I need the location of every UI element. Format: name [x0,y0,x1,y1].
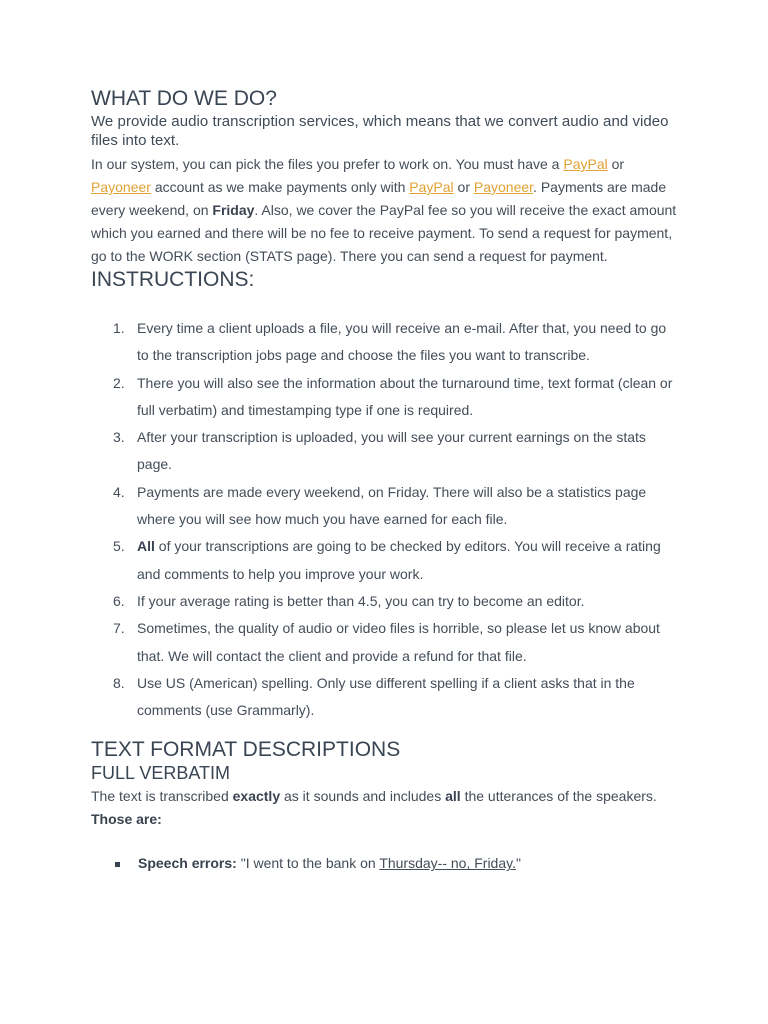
bullet-label: Speech errors: [138,855,237,872]
item-number: 8. [113,674,125,691]
list-item [91,615,681,670]
fv-text-a: The text is transcribed [91,788,233,805]
bullet-text-pre: "I went to the bank on [236,855,380,872]
document-content [91,86,681,875]
square-bullet-icon [115,862,120,867]
exactly-bold: exactly [232,788,281,805]
system-text-d: . Also, we cover the PayPal fee so you will receive the exact amount which you earned and there will be no fee to receive payment. To send a request for payment, go to the WORK section (STATS page). There you can send a request for payment. [91,202,677,264]
system-paragraph [91,153,681,268]
paypal-link[interactable]: PayPal [563,156,608,172]
item-number: 1. [113,320,125,336]
item-number: 2. [113,374,125,391]
fv-text-b: as it sounds and includes [280,788,446,805]
item-bold: All [137,538,155,555]
paypal-link-2[interactable]: PayPal [409,179,454,195]
or-text-2: or [453,179,474,195]
system-text-c: . Payments are made every weekend, on [91,179,667,218]
payoneer-link[interactable]: Payoneer [91,179,151,195]
list-item [91,370,681,425]
list-item [91,424,681,479]
item-text: Use US (American) spelling. Only use different spelling if a client asks that in the comments (use Grammarly). [137,674,635,719]
instructions-heading: INSTRUCTIONS: [91,268,255,291]
fv-text-c: the utterances of the speakers. [460,788,657,805]
instructions-list [91,315,681,724]
item-text: There you will also see the information about the turnaround time, text format (clean or full verbatim) and timestamping type if one is required. [137,374,673,418]
full-verbatim-paragraph [91,785,681,808]
item-number: 6. [113,592,125,609]
item-number: 7. [113,620,125,637]
list-item [91,533,681,588]
item-number: 3. [113,429,125,446]
list-item [91,479,681,534]
item-text: Sometimes, the quality of audio or video files is horrible, so please let us know about that. We will contact the client and provide a refund for that file. [137,620,660,664]
text-format-heading: TEXT FORMAT DESCRIPTIONS [91,738,401,762]
what-heading: WHAT DO WE DO? [91,87,277,110]
friday-bold: Friday [212,202,255,218]
item-text: of your transcriptions are going to be checked by editors. You will receive a rating and comments to help you improve your work. [137,538,661,582]
system-text-a: In our system, you can pick the files you prefer to work on. You must have a [91,156,564,172]
system-text-b: account as we make payments only with [150,179,410,195]
all-bold: all [445,788,461,805]
intro-text: We provide audio transcription services, which means that we convert audio and video files into text. [91,113,669,149]
item-text: Every time a client uploads a file, you will receive an e-mail. After that, you need to go to the transcription jobs page and choose the files you want to transcribe. [137,320,667,364]
bullet-underlined: Thursday-- no, Friday. [379,855,516,872]
item-text: If your average rating is better than 4.5, you can try to become an editor. [137,592,585,609]
item-number: 4. [113,483,125,500]
item-text: After your transcription is uploaded, you will see your current earnings on the stats page. [137,429,646,473]
item-text: Payments are made every weekend, on Friday. There will also be a statistics page where you will see how much you have earned for each file. [137,483,647,528]
or-text: or [607,156,625,172]
utterance-list [91,852,681,875]
list-item [91,852,681,875]
bullet-text-post: " [515,855,521,872]
list-item [91,588,681,615]
list-item [91,670,681,725]
list-item [91,315,681,370]
those-are-bold: Those are: [91,811,162,828]
item-number: 5. [113,538,125,555]
those-are-label [91,808,681,831]
full-verbatim-subheading: FULL VERBATIM [91,763,231,784]
payoneer-link-2[interactable]: Payoneer [473,179,534,195]
